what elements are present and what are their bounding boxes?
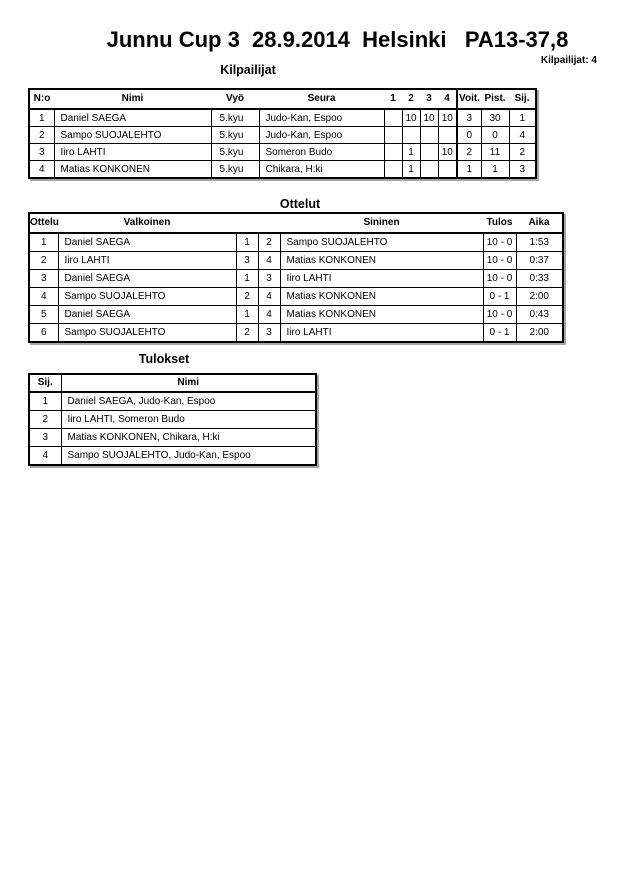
col-header-valkoinen: Valkoinen bbox=[58, 213, 236, 233]
match-row bbox=[29, 233, 563, 252]
result-row bbox=[29, 392, 316, 411]
col-header-spacer bbox=[236, 213, 258, 233]
cell-match3: 10 bbox=[420, 109, 438, 127]
cell-match3 bbox=[420, 161, 438, 179]
cell-blue-number: 3 bbox=[258, 270, 280, 288]
result-row bbox=[29, 411, 316, 429]
section-title-ottelut: Ottelut bbox=[279, 197, 321, 211]
competitor-row bbox=[29, 109, 536, 127]
cell-vyo: 5.kyu bbox=[211, 144, 259, 161]
cell-time: 0:37 bbox=[516, 252, 563, 270]
col-header-tulos: Tulos bbox=[483, 213, 516, 233]
col-header-sij: Sij. bbox=[29, 374, 61, 392]
cell-placement: 4 bbox=[29, 447, 61, 466]
col-header-match2: 2 bbox=[402, 89, 420, 109]
cell-match4: 10 bbox=[438, 144, 457, 161]
col-header-nimi: Nimi bbox=[61, 374, 316, 392]
cell-nimi: Sampo SUOJALEHTO bbox=[54, 127, 211, 144]
cell-placement: 3 bbox=[29, 429, 61, 447]
col-header-sij: Sij. bbox=[509, 89, 536, 109]
cell-time: 1:53 bbox=[516, 233, 563, 252]
cell-white-number: 2 bbox=[236, 288, 258, 306]
col-header-vyo: Vyö bbox=[211, 89, 259, 109]
col-header-match4: 4 bbox=[438, 89, 457, 109]
cell-match-no: 1 bbox=[29, 233, 58, 252]
col-header-no: N:o bbox=[29, 89, 54, 109]
cell-score: 10 - 0 bbox=[483, 252, 516, 270]
cell-white-name: Daniel SAEGA bbox=[58, 270, 236, 288]
col-header-seura: Seura bbox=[259, 89, 384, 109]
cell-white-name: Sampo SUOJALEHTO bbox=[58, 288, 236, 306]
cell-sij: 3 bbox=[509, 161, 536, 179]
results-header-row bbox=[29, 374, 316, 392]
cell-time: 2:00 bbox=[516, 324, 563, 343]
cell-nimi: Daniel SAEGA bbox=[54, 109, 211, 127]
cell-match2 bbox=[402, 127, 420, 144]
cell-no: 2 bbox=[29, 127, 54, 144]
cell-match4 bbox=[438, 161, 457, 179]
competitor-row bbox=[29, 127, 536, 144]
match-row bbox=[29, 270, 563, 288]
matches-table bbox=[28, 212, 564, 343]
cell-no: 4 bbox=[29, 161, 54, 179]
cell-match3 bbox=[420, 144, 438, 161]
competitors-header-row bbox=[29, 89, 536, 109]
result-row bbox=[29, 447, 316, 466]
cell-vyo: 5.kyu bbox=[211, 109, 259, 127]
cell-white-name: Daniel SAEGA bbox=[58, 306, 236, 324]
cell-nimi: Iiro LAHTI bbox=[54, 144, 211, 161]
cell-blue-name: Matias KONKONEN bbox=[280, 252, 483, 270]
cell-white-name: Sampo SUOJALEHTO bbox=[58, 324, 236, 343]
cell-vyo: 5.kyu bbox=[211, 161, 259, 179]
cell-score: 0 - 1 bbox=[483, 324, 516, 343]
cell-sij: 4 bbox=[509, 127, 536, 144]
cell-match-no: 2 bbox=[29, 252, 58, 270]
cell-seura: Chikara, H:ki bbox=[259, 161, 384, 179]
cell-white-number: 2 bbox=[236, 324, 258, 343]
col-header-nimi: Nimi bbox=[54, 89, 211, 109]
cell-blue-name: Iiro LAHTI bbox=[280, 270, 483, 288]
page-title: Junnu Cup 3 28.9.2014 Helsinki PA13-37,8 bbox=[106, 27, 569, 52]
competitors-count-label: Kilpailijat: 4 bbox=[540, 55, 597, 66]
match-row bbox=[29, 252, 563, 270]
cell-white-number: 1 bbox=[236, 270, 258, 288]
cell-pist: 30 bbox=[481, 109, 509, 127]
result-row bbox=[29, 429, 316, 447]
section-title-kilpailijat: Kilpailijat bbox=[220, 63, 276, 77]
cell-blue-name: Matias KONKONEN bbox=[280, 306, 483, 324]
cell-vyo: 5.kyu bbox=[211, 127, 259, 144]
cell-name-club: Daniel SAEGA, Judo-Kan, Espoo bbox=[61, 392, 316, 411]
cell-blue-name: Sampo SUOJALEHTO bbox=[280, 233, 483, 252]
cell-white-number: 3 bbox=[236, 252, 258, 270]
match-row bbox=[29, 306, 563, 324]
cell-pist: 1 bbox=[481, 161, 509, 179]
cell-pist: 0 bbox=[481, 127, 509, 144]
col-header-spacer bbox=[258, 213, 280, 233]
cell-sij: 2 bbox=[509, 144, 536, 161]
cell-voit: 3 bbox=[457, 109, 481, 127]
cell-score: 0 - 1 bbox=[483, 288, 516, 306]
cell-match2: 1 bbox=[402, 161, 420, 179]
cell-blue-number: 4 bbox=[258, 306, 280, 324]
cell-time: 0:43 bbox=[516, 306, 563, 324]
cell-sij: 1 bbox=[509, 109, 536, 127]
cell-blue-name: Iiro LAHTI bbox=[280, 324, 483, 343]
cell-seura: Judo-Kan, Espoo bbox=[259, 127, 384, 144]
cell-blue-number: 2 bbox=[258, 233, 280, 252]
col-header-pist: Pist. bbox=[481, 89, 509, 109]
cell-no: 1 bbox=[29, 109, 54, 127]
cell-match1 bbox=[384, 109, 402, 127]
cell-score: 10 - 0 bbox=[483, 270, 516, 288]
competitor-row bbox=[29, 161, 536, 179]
cell-seura: Someron Budo bbox=[259, 144, 384, 161]
cell-time: 0:33 bbox=[516, 270, 563, 288]
col-header-sininen: Sininen bbox=[280, 213, 483, 233]
match-row bbox=[29, 324, 563, 343]
cell-pist: 11 bbox=[481, 144, 509, 161]
matches-header-row bbox=[29, 213, 563, 233]
cell-white-name: Iiro LAHTI bbox=[58, 252, 236, 270]
section-title-tulokset: Tulokset bbox=[138, 352, 190, 366]
cell-blue-name: Matias KONKONEN bbox=[280, 288, 483, 306]
col-header-ottelu: Ottelu bbox=[29, 213, 58, 233]
match-row bbox=[29, 288, 563, 306]
cell-blue-number: 3 bbox=[258, 324, 280, 343]
cell-name-club: Matias KONKONEN, Chikara, H:ki bbox=[61, 429, 316, 447]
cell-placement: 1 bbox=[29, 392, 61, 411]
competitors-table bbox=[28, 88, 537, 179]
competitor-row bbox=[29, 144, 536, 161]
cell-voit: 1 bbox=[457, 161, 481, 179]
cell-match3 bbox=[420, 127, 438, 144]
cell-match1 bbox=[384, 161, 402, 179]
cell-white-name: Daniel SAEGA bbox=[58, 233, 236, 252]
col-header-match3: 3 bbox=[420, 89, 438, 109]
cell-match1 bbox=[384, 127, 402, 144]
cell-placement: 2 bbox=[29, 411, 61, 429]
cell-white-number: 1 bbox=[236, 306, 258, 324]
cell-match-no: 6 bbox=[29, 324, 58, 343]
cell-score: 10 - 0 bbox=[483, 233, 516, 252]
cell-voit: 0 bbox=[457, 127, 481, 144]
cell-voit: 2 bbox=[457, 144, 481, 161]
col-header-match1: 1 bbox=[384, 89, 402, 109]
cell-match4: 10 bbox=[438, 109, 457, 127]
cell-match2: 10 bbox=[402, 109, 420, 127]
results-table bbox=[28, 373, 317, 466]
cell-match-no: 3 bbox=[29, 270, 58, 288]
cell-no: 3 bbox=[29, 144, 54, 161]
cell-match-no: 5 bbox=[29, 306, 58, 324]
cell-score: 10 - 0 bbox=[483, 306, 516, 324]
cell-nimi: Matias KONKONEN bbox=[54, 161, 211, 179]
col-header-voit: Voit. bbox=[457, 89, 481, 109]
cell-name-club: Sampo SUOJALEHTO, Judo-Kan, Espoo bbox=[61, 447, 316, 466]
cell-blue-number: 4 bbox=[258, 252, 280, 270]
cell-match-no: 4 bbox=[29, 288, 58, 306]
cell-match2: 1 bbox=[402, 144, 420, 161]
cell-match1 bbox=[384, 144, 402, 161]
cell-seura: Judo-Kan, Espoo bbox=[259, 109, 384, 127]
cell-blue-number: 4 bbox=[258, 288, 280, 306]
cell-name-club: Iiro LAHTI, Someron Budo bbox=[61, 411, 316, 429]
cell-white-number: 1 bbox=[236, 233, 258, 252]
cell-time: 2:00 bbox=[516, 288, 563, 306]
col-header-aika: Aika bbox=[516, 213, 563, 233]
cell-match4 bbox=[438, 127, 457, 144]
